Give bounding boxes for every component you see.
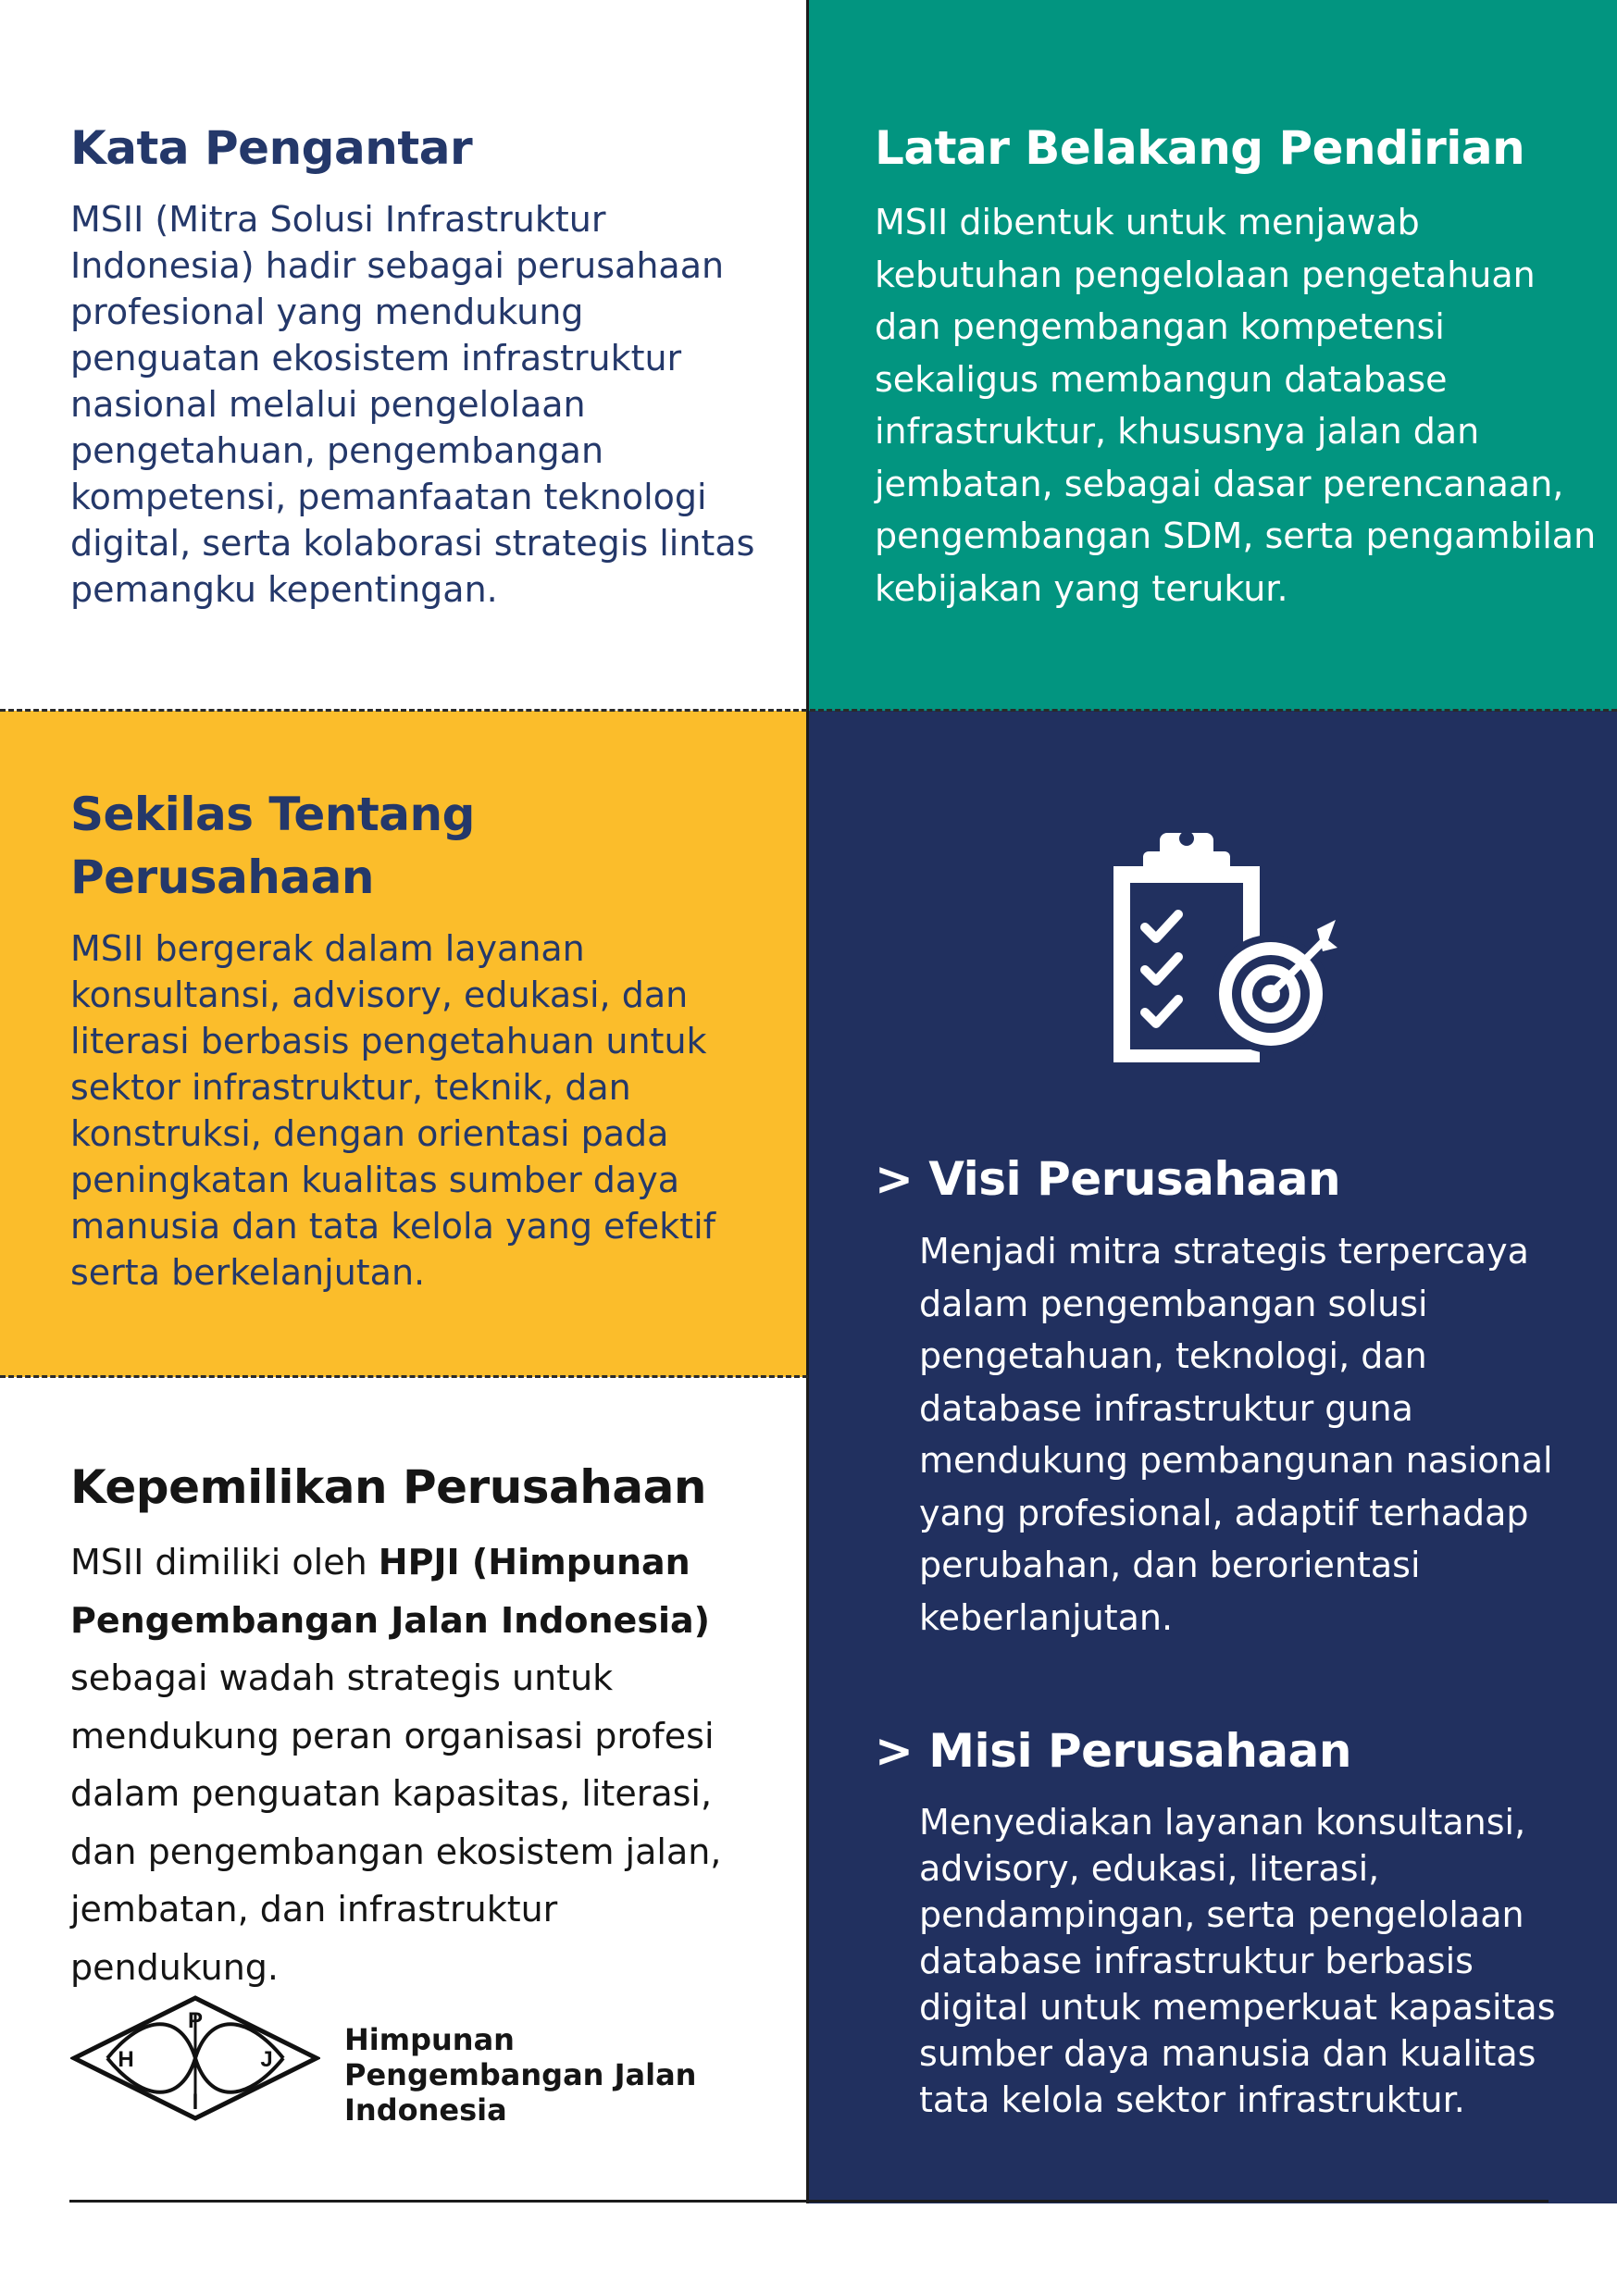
ownership-owner-name: HPJI (Himpunan Pengembangan Jalan Indonesia) — [70, 1542, 710, 1641]
ownership-text-after: sebagai wadah strategis untuk mendukung peran organisasi profesi dalam penguatan kapasitas, literasi, dan pengembangan ekosistem jalan, jembatan, dan infrastruktur pendukung. — [70, 1657, 722, 1988]
background-panel — [808, 0, 1617, 711]
hpji-logo-caption: Himpunan Pengembangan Jalan Indonesia — [344, 2022, 697, 2128]
dashed-divider-top — [0, 709, 1617, 712]
overview-panel — [0, 711, 808, 1377]
overview-text: MSII bergerak dalam layanan konsultansi, advisory, edukasi, dan literasi berbasis pengetahuan untuk sektor infrastruktur, teknik, dan konstruksi, dengan orientasi pada peningkatan kualitas sumber daya manusia dan tata kelola yang efektif serta berkelanjutan. — [70, 928, 716, 1293]
vision-mission-panel — [808, 711, 1617, 2203]
background-title: Latar Belakang Pendirian — [875, 121, 1525, 175]
ownership-text-before: MSII dimiliki oleh — [70, 1542, 379, 1582]
clipboard-target-icon — [1104, 829, 1345, 1070]
intro-panel — [0, 0, 808, 711]
mission-text: Menyediakan layanan konsultansi, advisory, edukasi, literasi, pendampingan, serta pengelolaan database infrastruktur berbasis digital untuk memperkuat kapasitas sumber daya manusia dan kualitas tata kelola sektor infrastruktur. — [919, 1802, 1556, 2120]
overview-title: Sekilas Tentang Perusahaan — [70, 788, 475, 904]
ownership-title: Kepemilikan Perusahaan — [70, 1460, 706, 1514]
intro-text: MSII (Mitra Solusi Infrastruktur Indonesia) hadir sebagai perusahaan profesional yang mendukung penguatan ekosistem infrastruktur nasional melalui pengelolaan pengetahuan, pengembangan kompetensi, pemanfaatan teknologi digital, serta kolaborasi strategis lintas pemangku kepentingan. — [70, 199, 755, 610]
background-text: MSII dibentuk untuk menjawab kebutuhan pengelolaan pengetahuan dan pengembangan kompetensi sekaligus membangun database infrastruktur, khususnya jalan dan jembatan, sebagai dasar perencanaan, pengembangan SDM, serta pengambilan kebijakan yang terukur. — [875, 202, 1597, 609]
hpji-logo — [70, 1994, 320, 2122]
center-divider — [806, 0, 809, 2203]
mission-title: > Misi Perusahaan — [875, 1724, 1351, 1778]
vision-title: > Visi Perusahaan — [875, 1152, 1341, 1206]
hpji-logo-letter-j: J — [260, 2047, 273, 2072]
ownership-text — [70, 1533, 774, 1996]
hpji-logo-letter-p: P — [187, 2008, 204, 2033]
vision-text: Menjadi mitra strategis terpercaya dalam pengembangan solusi pengetahuan, teknologi, dan database infrastruktur guna mendukung pembangunan nasional yang profesional, adaptif terhadap perubahan, dan berorientasi keberlanjutan. — [919, 1231, 1553, 1638]
intro-title: Kata Pengantar — [70, 121, 473, 175]
bottom-rule — [69, 2200, 1549, 2203]
dashed-divider-left — [0, 1375, 808, 1378]
hpji-logo-letter-h: H — [118, 2047, 134, 2072]
hpji-logo-letter-i: I — [192, 2090, 199, 2115]
